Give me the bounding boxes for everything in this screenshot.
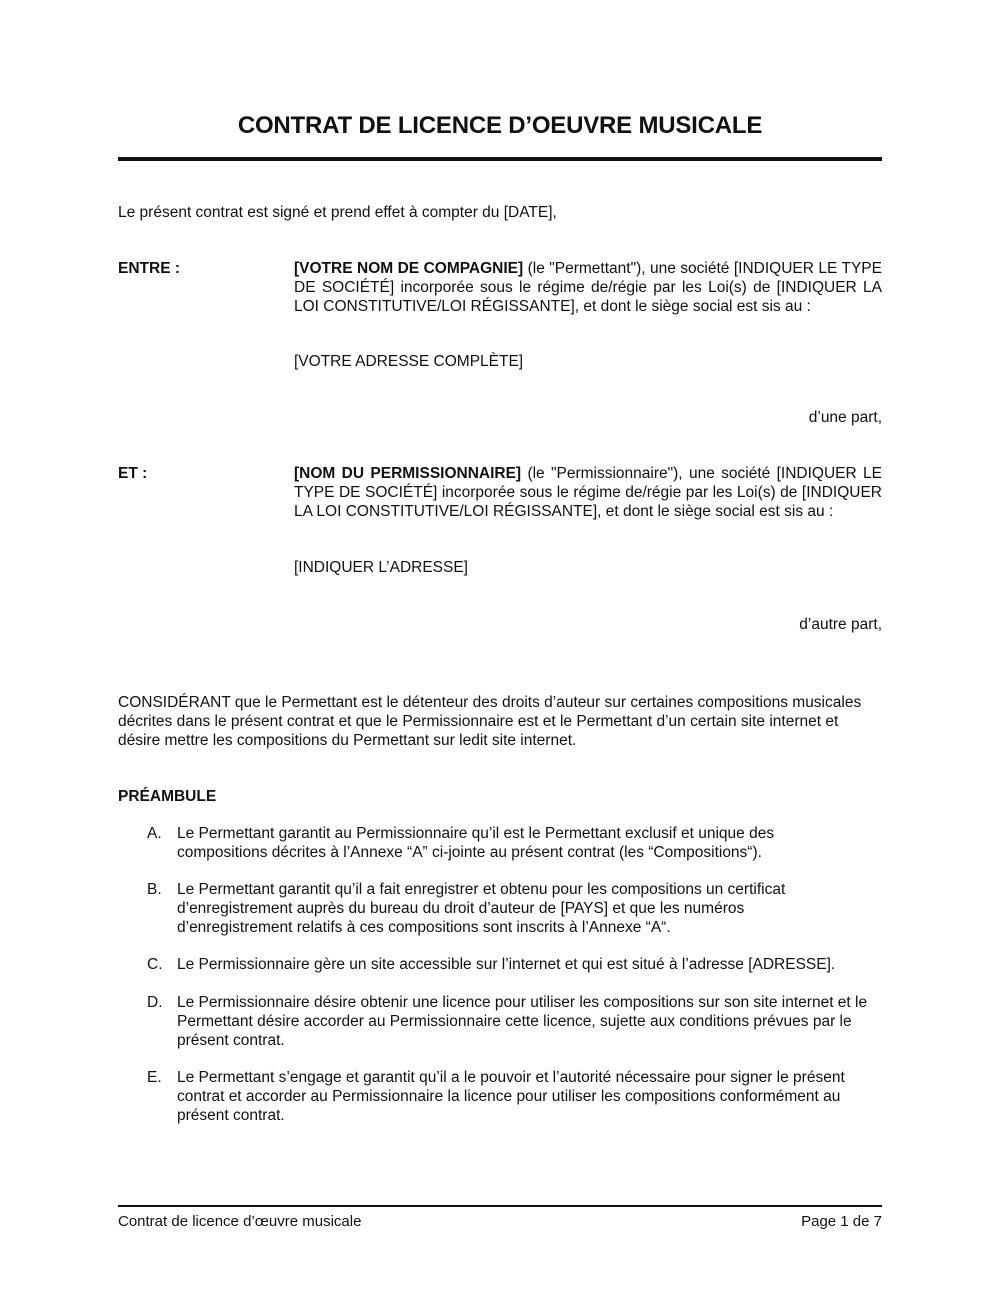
- party-address: [VOTRE ADRESSE COMPLÈTE]: [294, 353, 524, 370]
- item-letter: B.: [147, 881, 162, 898]
- party-block-permissionnaire: [294, 464, 882, 521]
- document-title: CONTRAT DE LICENCE D’OEUVRE MUSICALE: [237, 112, 763, 139]
- preamble-item: [147, 955, 882, 974]
- preamble-heading: PRÉAMBULE: [118, 788, 217, 805]
- preamble-item: [147, 880, 882, 937]
- party-description: (le "Permettant"), une société [INDIQUER LE TYPE DE SOCIÉTÉ] incorporée sous le régime de/régie par les Loi(s) de [INDIQUER LA LOI CONSTITUTIVE/LOI RÉGISSANTE], et dont le siège social est sis au :: [294, 260, 882, 315]
- party-description: (le "Permissionnaire"), une société [INDIQUER LE TYPE DE SOCIÉTÉ] incorporée sous le régime de/régie par les Loi(s) de [INDIQUER LA LOI CONSTITUTIVE/LOI RÉGISSANTE], et dont le siège social est sis au :: [294, 465, 882, 520]
- item-text: Le Permettant s’engage et garantit qu’il a le pouvoir et l’autorité nécessaire pour signer le présent contrat et accorder au Permissionnaire la licence pour utiliser les compositions conformément au présent contrat.: [177, 1069, 845, 1124]
- party-address: [INDIQUER L’ADRESSE]: [294, 559, 468, 576]
- preamble-item: [147, 824, 882, 862]
- item-letter: E.: [147, 1069, 162, 1086]
- party-label-et: ET :: [118, 465, 148, 482]
- party-block-permettant: [294, 259, 882, 316]
- footer-page-number: Page 1 de 7: [801, 1213, 882, 1230]
- party-closing: d’une part,: [808, 409, 882, 426]
- preamble-item: [147, 1068, 882, 1125]
- item-text: Le Permissionnaire désire obtenir une licence pour utiliser les compositions sur son site internet et le Permettant désire accorder au Permissionnaire cette licence, sujette aux conditions prévues par le présent contrat.: [177, 994, 868, 1049]
- party-name: [NOM DU PERMISSIONNAIRE]: [294, 465, 522, 482]
- party-name: [VOTRE NOM DE COMPAGNIE]: [294, 260, 524, 277]
- preamble-item: [147, 993, 882, 1050]
- title-divider: [118, 157, 882, 161]
- party-closing: d’autre part,: [799, 616, 882, 633]
- footer-document-name: Contrat de licence d’œuvre musicale: [118, 1213, 362, 1230]
- item-text: Le Permettant garantit au Permissionnaire qu’il est le Permettant exclusif et unique des compositions décrites à l’Annexe “A” ci-jointe au présent contrat (les “Compositions“).: [177, 825, 775, 861]
- item-letter: D.: [147, 994, 163, 1011]
- considerant-paragraph: CONSIDÉRANT que le Permettant est le détenteur des droits d’auteur sur certaines compositions musicales décrites dans le présent contrat et que le Permissionnaire est et le Permettant d’un certain site internet et désire mettre les compositions du Permettant sur ledit site internet.: [118, 694, 862, 749]
- item-letter: A.: [147, 825, 162, 842]
- item-letter: C.: [147, 956, 163, 973]
- item-text: Le Permissionnaire gère un site accessible sur l’internet et qui est situé à l’adresse [ADRESSE].: [177, 956, 836, 973]
- footer-divider: [118, 1205, 882, 1207]
- item-text: Le Permettant garantit qu’il a fait enregistrer et obtenu pour les compositions un certificat d’enregistrement auprès du bureau du droit d’auteur de [PAYS] et que les numéros d’enregistrement relatifs à ces compositions sont inscrits à l’Annexe “A“.: [177, 881, 786, 936]
- intro-paragraph: Le présent contrat est signé et prend effet à compter du [DATE],: [118, 204, 557, 221]
- party-label-entre: ENTRE :: [118, 260, 180, 277]
